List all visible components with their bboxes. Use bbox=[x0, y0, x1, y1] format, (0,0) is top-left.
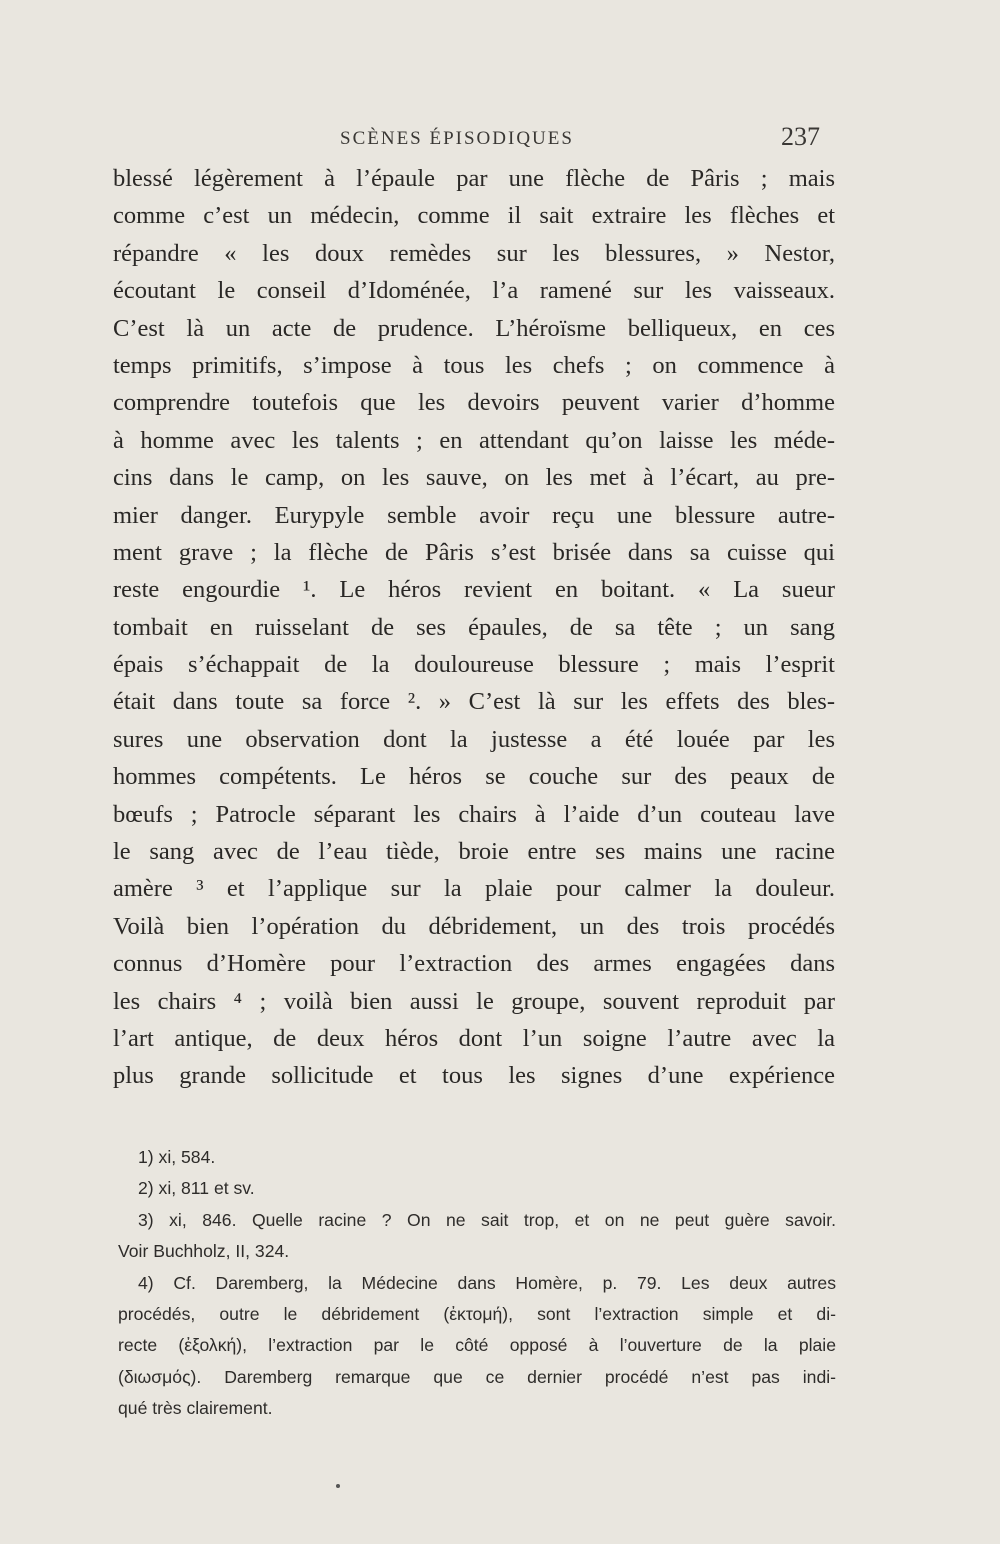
footnote: 4) Cf. Daremberg, la Médecine dans Homère, p. 79. Les deux autres bbox=[138, 1272, 836, 1293]
text-line: Voilà bien l’opération du débridement, un des trois procédés bbox=[113, 912, 835, 940]
text-line: écoutant le conseil d’Idoménée, l’a ramené sur les vaisseaux. bbox=[113, 277, 835, 305]
footnotes bbox=[118, 1142, 836, 1425]
text-line: reste engourdie ¹. Le héros revient en boitant. « La sueur bbox=[113, 576, 835, 604]
text-line: comme c’est un médecin, comme il sait extraire les flèches et bbox=[113, 202, 835, 230]
footnote: Voir Buchholz, II, 324. bbox=[118, 1241, 290, 1262]
text-line: épais s’échappait de la douloureuse blessure ; mais l’esprit bbox=[113, 651, 835, 679]
text-line: blessé légèrement à l’épaule par une flèche de Pâris ; mais bbox=[113, 165, 835, 192]
footnote: recte (ἐξολκή), l’extraction par le côté opposé à l’ouverture de la plaie bbox=[118, 1335, 836, 1356]
running-title: SCÈNES ÉPISODIQUES bbox=[340, 128, 574, 149]
text-line: répandre « les doux remèdes sur les blessures, » Nestor, bbox=[113, 239, 835, 267]
text-line: plus grande sollicitude et tous les signes d’une expérience bbox=[113, 1062, 835, 1090]
text-line: amère ³ et l’applique sur la plaie pour calmer la douleur. bbox=[113, 875, 835, 903]
text-line: connus d’Homère pour l’extraction des armes engagées dans bbox=[113, 950, 835, 978]
text-line: comprendre toutefois que les devoirs peuvent varier d’homme bbox=[113, 389, 835, 417]
text-line: tombait en ruisselant de ses épaules, de sa tête ; un sang bbox=[113, 613, 835, 641]
text-line: C’est là un acte de prudence. L’héroïsme belliqueux, en ces bbox=[113, 314, 835, 342]
text-line: mier danger. Eurypyle semble avoir reçu une blessure autre- bbox=[113, 501, 835, 529]
text-line: ment grave ; la flèche de Pâris s’est brisée dans sa cuisse qui bbox=[113, 538, 835, 566]
text-line: était dans toute sa force ². » C’est là sur les effets des bles- bbox=[113, 688, 835, 716]
ink-speck bbox=[336, 1484, 340, 1488]
text-line: bœufs ; Patrocle séparant les chairs à l’aide d’un couteau lave bbox=[113, 800, 835, 828]
text-line: les chairs ⁴ ; voilà bien aussi le groupe, souvent reproduit par bbox=[113, 987, 835, 1015]
footnote: 3) xi, 846. Quelle racine ? On ne sait trop, et on ne peut guère savoir. bbox=[138, 1209, 836, 1230]
page-number: 237 bbox=[781, 122, 820, 151]
text-line: le sang avec de l’eau tiède, broie entre ses mains une racine bbox=[113, 838, 835, 866]
footnote: 1) xi, 584. bbox=[138, 1147, 216, 1167]
text-line: à homme avec les talents ; en attendant qu’on laisse les méde- bbox=[113, 426, 835, 454]
text-line: hommes compétents. Le héros se couche sur des peaux de bbox=[113, 763, 835, 791]
footnote: 2) xi, 811 et sv. bbox=[138, 1178, 255, 1199]
page-header bbox=[340, 122, 820, 162]
text-line: sures une observation dont la justesse a été louée par les bbox=[113, 725, 835, 753]
text-line: temps primitifs, s’impose à tous les chefs ; on commence à bbox=[113, 351, 835, 379]
footnote: (διωσμός). Daremberg remarque que ce dernier procédé n’est pas indi- bbox=[118, 1366, 836, 1387]
text-line: cins dans le camp, on les sauve, on les met à l’écart, au pre- bbox=[113, 464, 835, 492]
text-line: l’art antique, de deux héros dont l’un soigne l’autre avec la bbox=[113, 1024, 835, 1052]
body-text bbox=[113, 160, 835, 1095]
footnote: procédés, outre le débridement (ἐκτομή), sont l’extraction simple et di- bbox=[118, 1303, 836, 1324]
footnote: qué très clairement. bbox=[118, 1398, 273, 1419]
